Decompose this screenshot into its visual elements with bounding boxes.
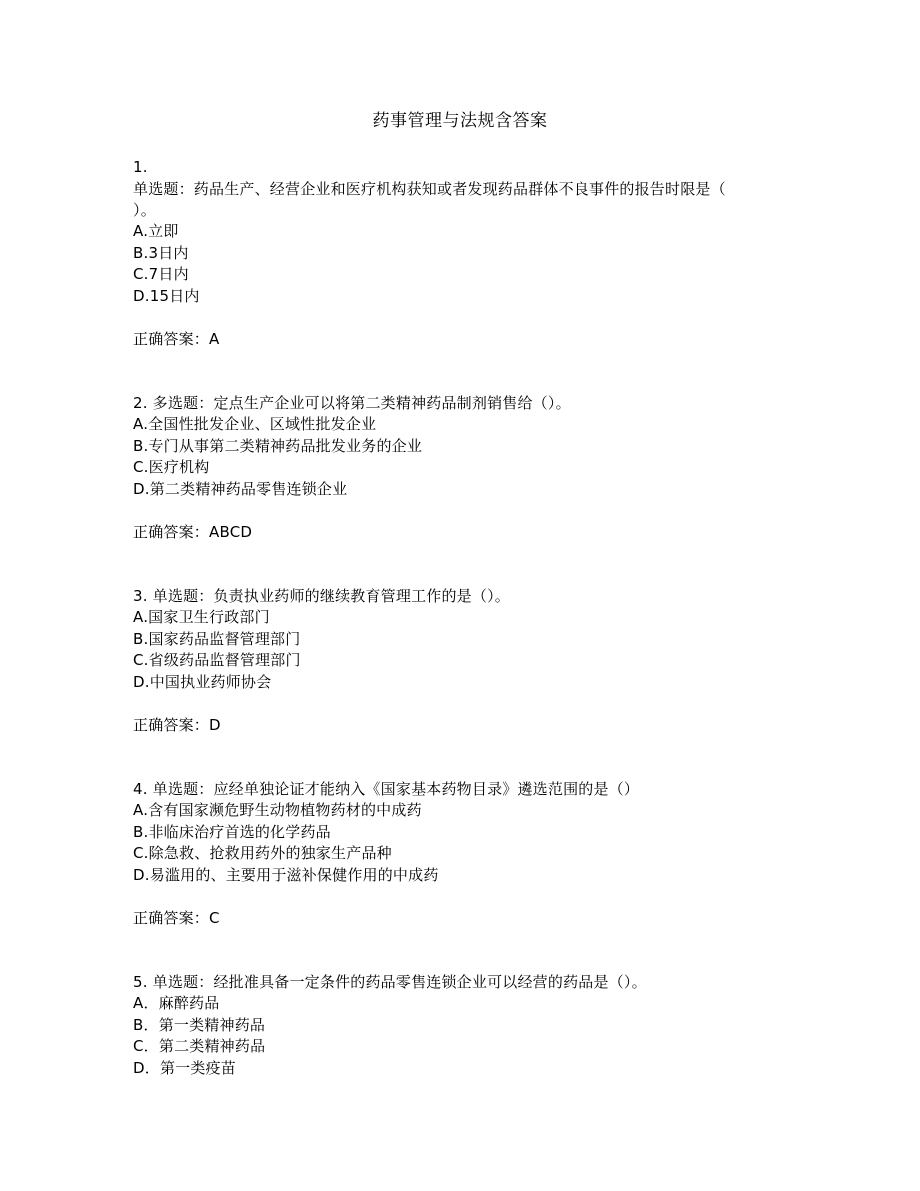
question-5-option-a: A．麻醉药品 [133, 994, 220, 1012]
question-4-option-d: D.易滥用的、主要用于滋补保健作用的中成药 [133, 866, 439, 884]
question-1-stem-continued: ）。 [133, 201, 156, 219]
question-3-stem: 3. 单选题：负责执业药师的继续教育管理工作的是（）。 [133, 587, 510, 605]
question-3-option-c: C.省级药品监督管理部门 [133, 651, 301, 669]
question-2-answer: 正确答案：ABCD [133, 523, 253, 541]
question-3-answer: 正确答案：D [133, 716, 221, 734]
question-1-answer: 正确答案：A [133, 330, 220, 348]
question-2-option-c: C.医疗机构 [133, 458, 210, 476]
question-1-stem: 单选题：药品生产、经营企业和医疗机构获知或者发现药品群体不良事件的报告时限是（ [133, 180, 726, 198]
question-4-stem: 4. 单选题：应经单独论证才能纳入《国家基本药物目录》遴选范围的是（） [133, 780, 640, 798]
question-5-option-b: B．第一类精神药品 [133, 1016, 266, 1034]
question-2-option-b: B.专门从事第二类精神药品批发业务的企业 [133, 437, 423, 455]
question-1-option-d: D.15日内 [133, 287, 200, 305]
question-1-number: 1. [133, 158, 148, 176]
question-3-option-d: D.中国执业药师协会 [133, 673, 272, 691]
question-2-option-d: D.第二类精神药品零售连锁企业 [133, 480, 348, 498]
question-3-option-b: B.国家药品监督管理部门 [133, 630, 301, 648]
question-1-option-b: B.3日内 [133, 244, 189, 262]
question-4-option-c: C.除急救、抢救用药外的独家生产品种 [133, 844, 392, 862]
question-2-stem: 2. 多选题：定点生产企业可以将第二类精神药品制剂销售给（）。 [133, 394, 571, 412]
question-2-option-a: A.全国性批发企业、区域性批发企业 [133, 415, 377, 433]
question-1-option-c: C.7日内 [133, 265, 189, 283]
question-5-option-c: C．第二类精神药品 [133, 1037, 266, 1055]
question-4-option-b: B.非临床治疗首选的化学药品 [133, 823, 331, 841]
question-5-option-d: D．第一类疫苗 [133, 1059, 236, 1077]
document-title: 药事管理与法规含答案 [372, 111, 548, 131]
question-1-option-a: A.立即 [133, 222, 179, 240]
question-5-stem: 5. 单选题：经批准具备一定条件的药品零售连锁企业可以经营的药品是（）。 [133, 973, 647, 991]
question-3-option-a: A.国家卫生行政部门 [133, 608, 270, 626]
question-4-option-a: A.含有国家濒危野生动物植物药材的中成药 [133, 801, 422, 819]
question-4-answer: 正确答案：C [133, 909, 220, 927]
